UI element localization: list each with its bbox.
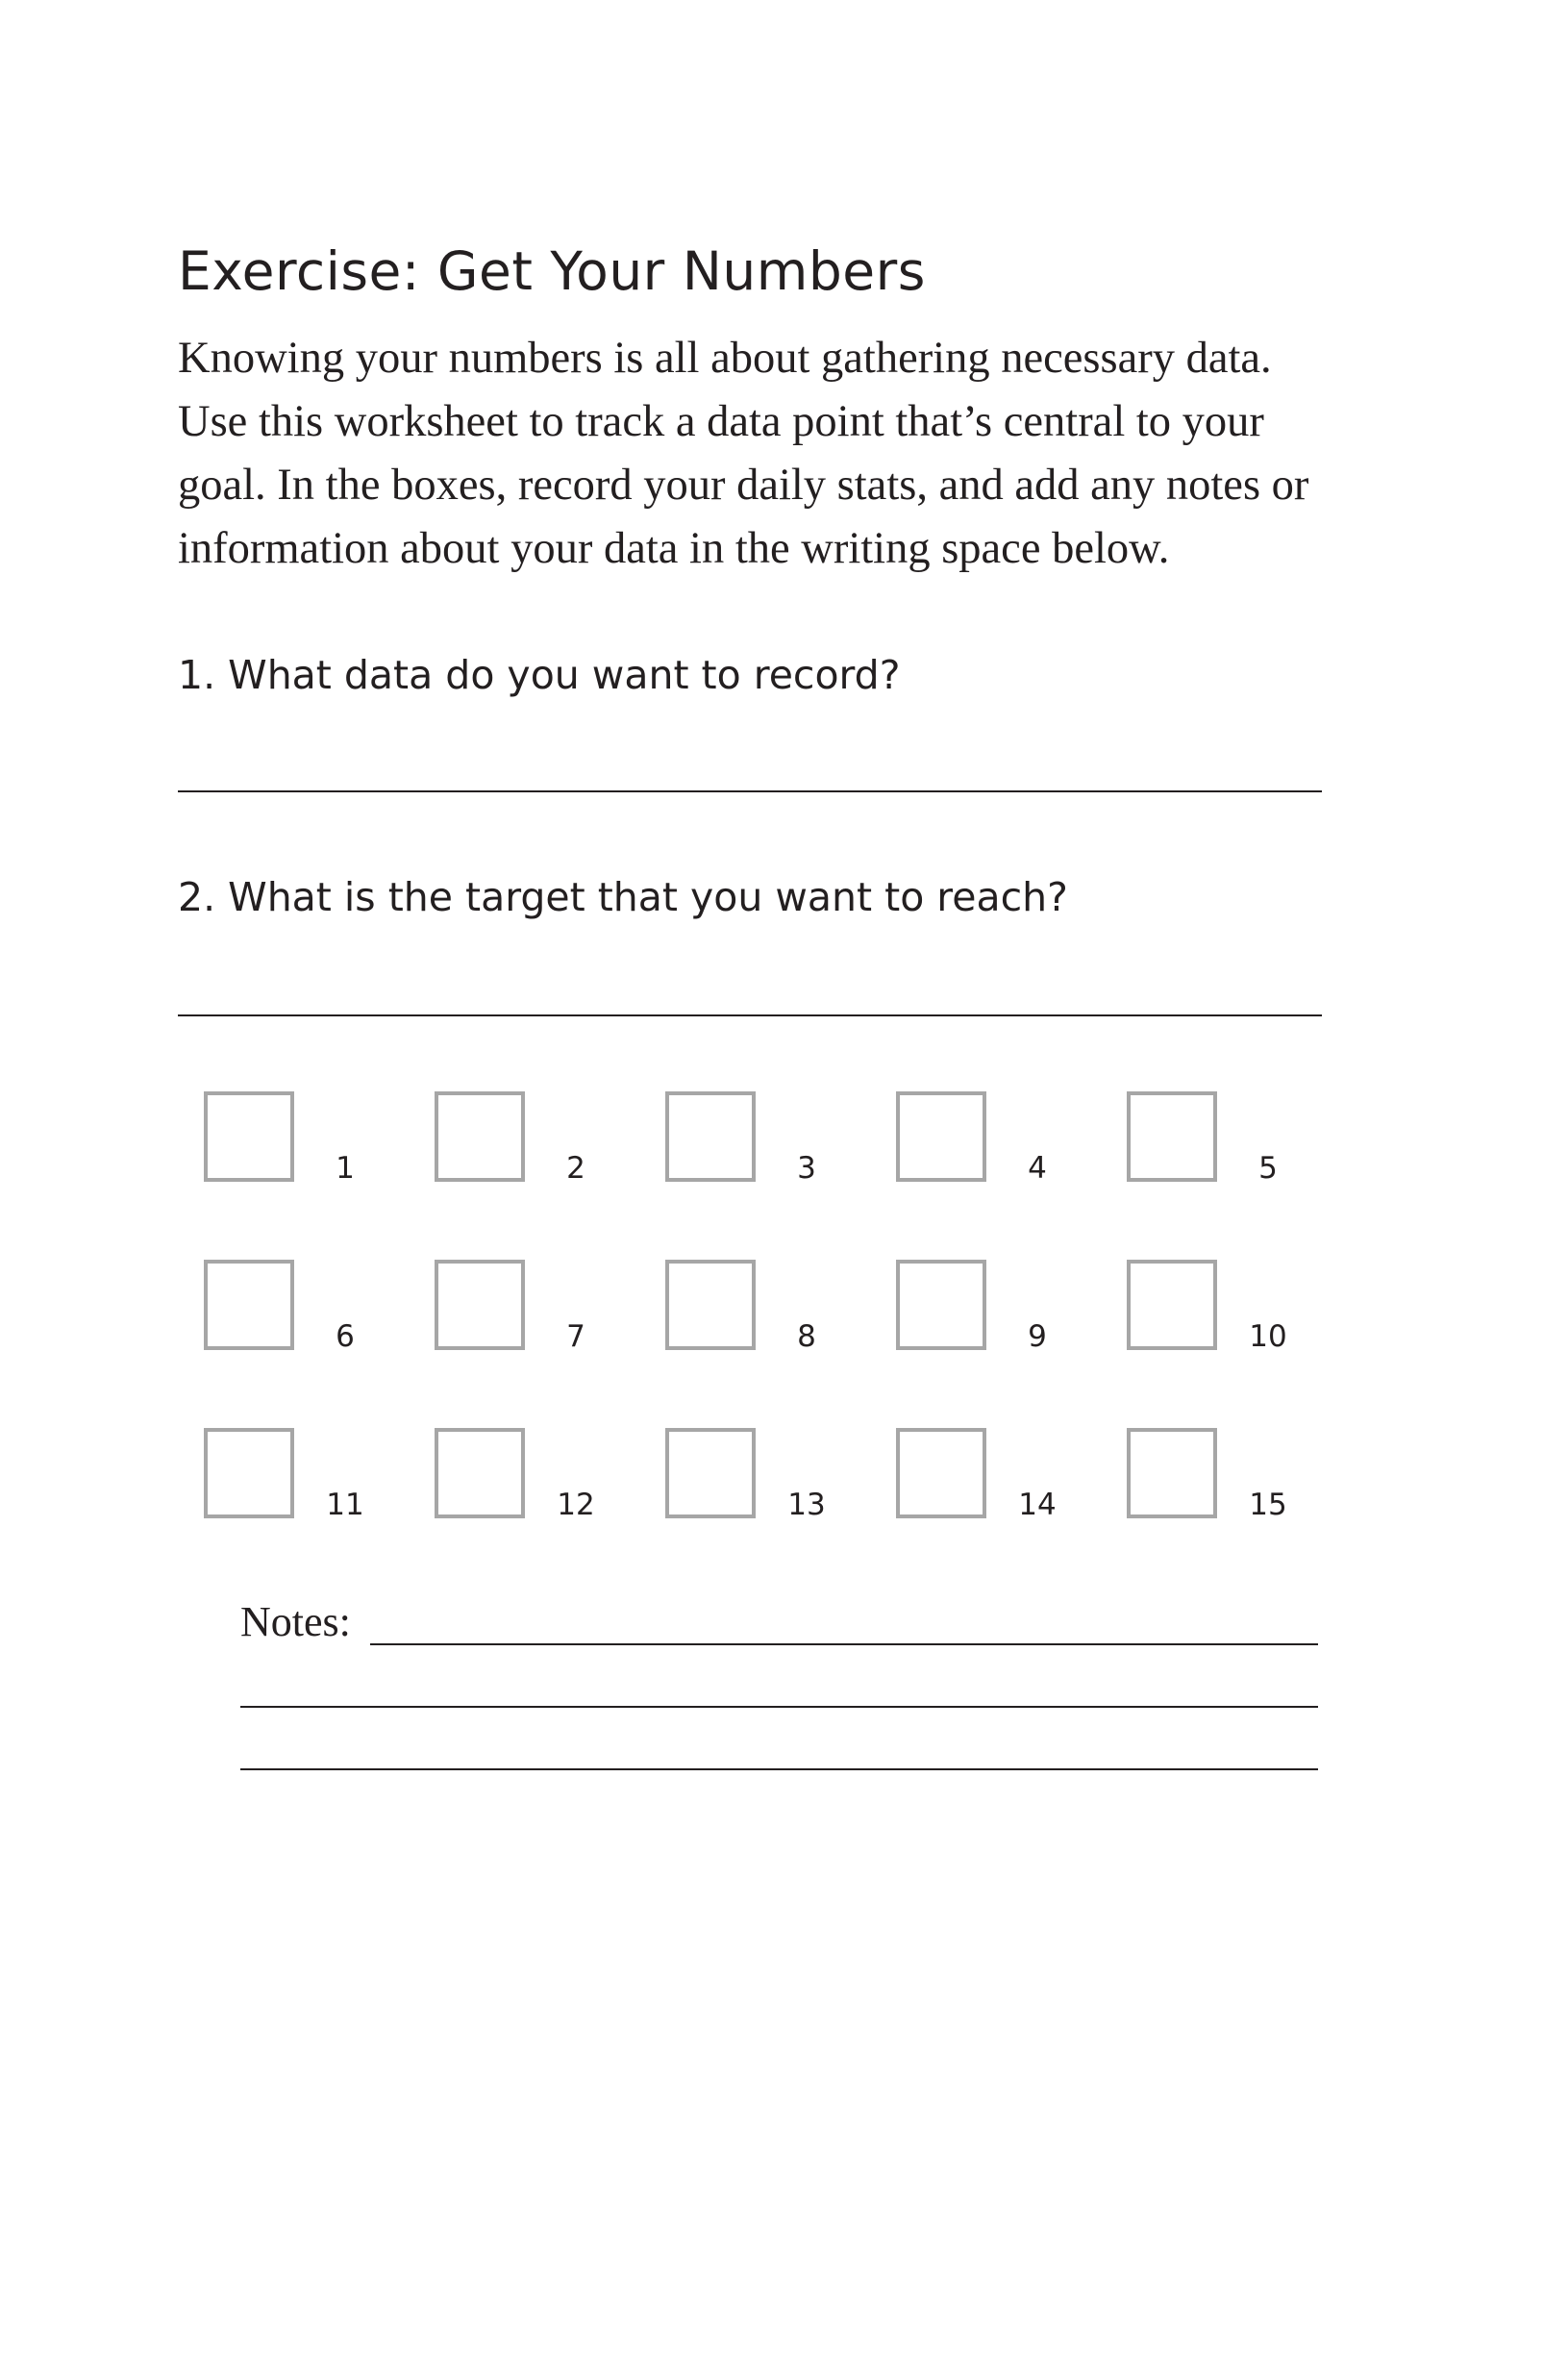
tracking-box[interactable] (1127, 1091, 1217, 1182)
question-2: 2. What is the target that you want to reach? (178, 874, 1068, 920)
tracking-box[interactable] (896, 1428, 986, 1518)
box-number: 10 (1249, 1319, 1287, 1354)
box-number: 3 (797, 1151, 816, 1186)
tracking-box[interactable] (665, 1428, 756, 1518)
tracking-cell (896, 1260, 1098, 1389)
tracking-cell (665, 1091, 867, 1221)
tracking-cell (665, 1428, 867, 1558)
notes-line-1[interactable] (370, 1643, 1318, 1645)
tracking-cell (435, 1091, 636, 1221)
box-number: 2 (566, 1151, 585, 1186)
box-number: 4 (1028, 1151, 1047, 1186)
page-title: Exercise: Get Your Numbers (178, 240, 926, 302)
tracking-cell (204, 1260, 406, 1389)
box-number: 1 (336, 1151, 355, 1186)
box-number: 8 (797, 1319, 816, 1354)
notes-label: Notes: (240, 1598, 351, 1645)
box-number: 11 (326, 1488, 364, 1522)
tracking-cell (1127, 1260, 1329, 1389)
tracking-cell (1127, 1091, 1329, 1221)
box-number: 9 (1028, 1319, 1047, 1354)
tracking-cell (896, 1091, 1098, 1221)
answer-line-1[interactable] (178, 790, 1322, 792)
tracking-cell (204, 1091, 406, 1221)
tracking-grid (204, 1091, 1357, 1524)
tracking-cell (1127, 1428, 1329, 1558)
tracking-cell (435, 1428, 636, 1558)
box-number: 12 (557, 1488, 595, 1522)
box-number: 6 (336, 1319, 355, 1354)
tracking-box[interactable] (435, 1260, 525, 1350)
box-number: 14 (1018, 1488, 1057, 1522)
box-number: 15 (1249, 1488, 1287, 1522)
tracking-box[interactable] (1127, 1260, 1217, 1350)
tracking-cell (204, 1428, 406, 1558)
intro-paragraph: Knowing your numbers is all about gathering necessary data. Use this worksheet to track a data point that’s central to your goal. In the boxes, record your daily stats, and add any notes or information about your data in the writing space below. (178, 334, 1309, 573)
tracking-box[interactable] (1127, 1428, 1217, 1518)
tracking-box[interactable] (204, 1091, 294, 1182)
notes-line-3[interactable] (240, 1768, 1318, 1770)
question-1: 1. What data do you want to record? (178, 652, 901, 698)
tracking-box[interactable] (665, 1091, 756, 1182)
answer-line-2[interactable] (178, 1014, 1322, 1016)
tracking-cell (896, 1428, 1098, 1558)
tracking-box[interactable] (435, 1091, 525, 1182)
box-number: 5 (1258, 1151, 1278, 1186)
notes-line-2[interactable] (240, 1706, 1318, 1708)
tracking-box[interactable] (896, 1260, 986, 1350)
tracking-box[interactable] (665, 1260, 756, 1350)
tracking-box[interactable] (896, 1091, 986, 1182)
box-number: 13 (787, 1488, 826, 1522)
tracking-cell (665, 1260, 867, 1389)
tracking-cell (435, 1260, 636, 1389)
box-number: 7 (566, 1319, 585, 1354)
tracking-box[interactable] (204, 1260, 294, 1350)
tracking-box[interactable] (204, 1428, 294, 1518)
tracking-box[interactable] (435, 1428, 525, 1518)
